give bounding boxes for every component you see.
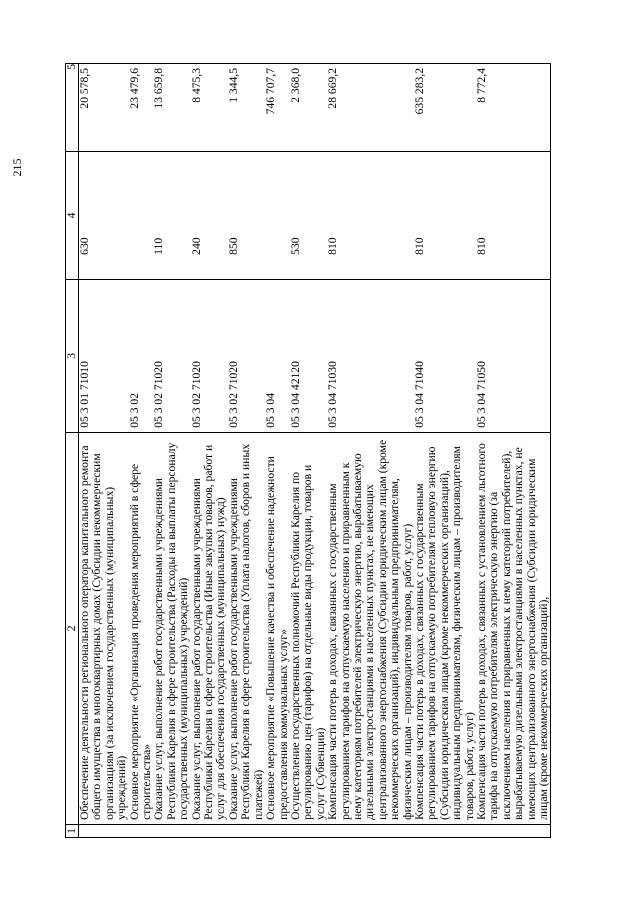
row-amount-cell: 23 479,6 [129, 64, 154, 152]
row-code-cell [191, 824, 228, 837]
row-vr-cell: 110 [153, 152, 190, 280]
table-row [228, 64, 265, 838]
row-amount-cell: 8 475,3 [191, 64, 228, 152]
row-code-cell [79, 824, 129, 837]
row-amount-cell: 1 344,5 [228, 64, 265, 152]
row-csr-cell: 05 3 04 [265, 279, 290, 432]
row-csr-cell: 05 3 01 71010 [79, 279, 129, 432]
row-name-cell: Обеспечение деятельности регионального оператора капитального ремонта общего имущества в многоквартирных домах (Субсидии некоммерческим организациям (за исключением государственных (муниципальных) учреждений) [79, 432, 129, 824]
row-amount-cell: 20 578,5 [79, 64, 129, 152]
row-csr-cell: 05 3 02 71020 [191, 279, 228, 432]
column-header-4: 4 [66, 152, 79, 280]
row-code-cell [327, 824, 414, 837]
row-name-cell: Осуществление государственных полномочий Республики Карелия по регулированию цен (тарифов) на отдельные виды продукции, товаров и услуг (Субвенции) [290, 432, 327, 824]
row-code-cell [414, 824, 476, 837]
row-vr-cell: 810 [327, 152, 414, 280]
row-code-cell [228, 824, 265, 837]
row-csr-cell: 05 3 04 42120 [290, 279, 327, 432]
table-header-row [66, 64, 79, 838]
row-name-cell: Компенсация части потерь в доходах, связанных с установлением льготного тарифа на отпускаемую потребителям электрическую энергию (за исключением населения и приравненных к нему категорий потребителей), вырабатываемую дизельными электростанциями в населенных пунктах, не имеющих централизованного энергоснабжения (Субсидии юридическим лицам (кроме некоммерческих организаций), [476, 432, 551, 824]
column-header-1: 1 [66, 824, 79, 837]
row-amount-cell: 8 772,4 [476, 64, 551, 152]
table-row [129, 64, 154, 838]
row-vr-cell [265, 152, 290, 280]
row-name-cell: Компенсация части потерь в доходах, связанных с государственным регулированием тарифов на отпускаемую потребителям тепловую энергию (Субсидии юридическим лицам (кроме некоммерческих организаций), индивидуальным предпринимателям, физическим лицам – производителям товаров, работ, услуг) [414, 432, 476, 824]
row-csr-cell: 05 3 02 [129, 279, 154, 432]
row-amount-cell: 635 283,2 [414, 64, 476, 152]
table-row [265, 64, 290, 838]
rotated-page-content [65, 63, 573, 838]
table-row [327, 64, 414, 838]
row-amount-cell: 746 707,7 [265, 64, 290, 152]
row-code-cell [290, 824, 327, 837]
row-csr-cell: 05 3 02 71020 [153, 279, 190, 432]
row-vr-cell [129, 152, 154, 280]
row-name-cell: Оказание услуг, выполнение работ государственными учреждениями Республики Карелия в сфере строительства (Расходы на выплаты персоналу государственных (муниципальных) учреждений) [153, 432, 190, 824]
table-row [79, 64, 129, 838]
row-code-cell [129, 824, 154, 837]
budget-table [65, 63, 551, 838]
table-row [476, 64, 551, 838]
column-header-2: 2 [66, 432, 79, 824]
row-name-cell: Оказание услуг, выполнение работ государственными учреждениями Республики Карелия в сфере строительства (Иные закупки товаров, работ и услуг для обеспечения государственных (муниципальных) нужд) [191, 432, 228, 824]
row-vr-cell: 850 [228, 152, 265, 280]
column-header-3: 3 [66, 279, 79, 432]
row-code-cell [153, 824, 190, 837]
row-code-cell [265, 824, 290, 837]
row-amount-cell: 28 669,2 [327, 64, 414, 152]
row-name-cell: Основное мероприятие «Повышение качества и обеспечение надежности предоставления коммунальных услуг» [265, 432, 290, 824]
row-name-cell: Оказание услуг, выполнение работ государственными учреждениями Республики Карелия в сфере строительства (Уплата налогов, сборов и иных платежей) [228, 432, 265, 824]
table-row [153, 64, 190, 838]
table-row [191, 64, 228, 838]
row-vr-cell: 530 [290, 152, 327, 280]
row-csr-cell: 05 3 04 71040 [414, 279, 476, 432]
row-amount-cell: 2 368,0 [290, 64, 327, 152]
row-name-cell: Основное мероприятие «Организация проведения мероприятий в сфере строительства» [129, 432, 154, 824]
row-csr-cell: 05 3 04 71030 [327, 279, 414, 432]
row-vr-cell: 810 [476, 152, 551, 280]
row-amount-cell: 13 659,8 [153, 64, 190, 152]
page-number: 215 [10, 158, 24, 177]
row-vr-cell: 630 [79, 152, 129, 280]
row-vr-cell: 810 [414, 152, 476, 280]
row-csr-cell: 05 3 04 71050 [476, 279, 551, 432]
row-code-cell [476, 824, 551, 837]
column-header-5: 5 [66, 64, 79, 152]
row-vr-cell: 240 [191, 152, 228, 280]
row-name-cell: Компенсация части потерь в доходах, связанных с государственным регулированием тарифов на отпускаемую населению и приравненным к нему категориям потребителей электрическую энергию, вырабатываемую дизельными электростанциями в населенных пунктах, не имеющих централизованного энергоснабжения (Субсидии юридическим лицам (кроме некоммерческих организаций), индивидуальным предпринимателям, физическим лицам – производителям товаров, работ, услуг) [327, 432, 414, 824]
row-csr-cell: 05 3 02 71020 [228, 279, 265, 432]
table-row [290, 64, 327, 838]
table-row [414, 64, 476, 838]
